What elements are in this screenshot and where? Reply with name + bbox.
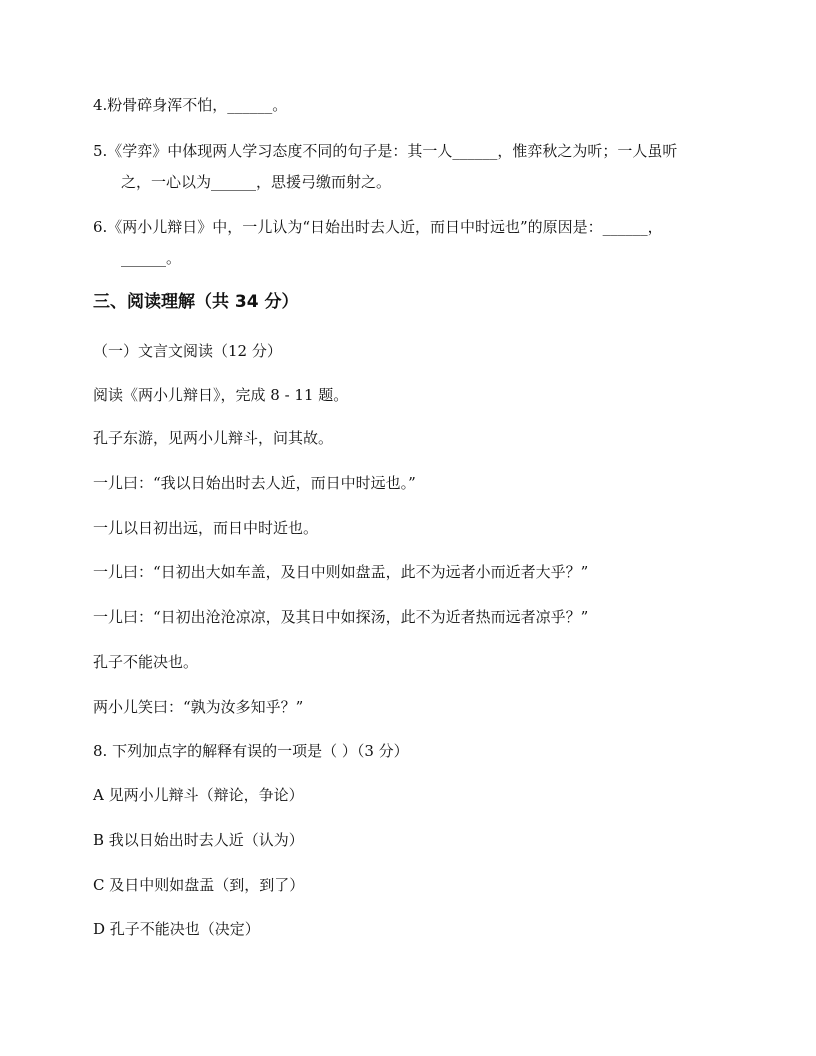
option-b: B 我以日始出时去人近（认为） (93, 831, 304, 849)
option-d: D 孔子不能决也（决定） (93, 920, 260, 938)
question-8-stem: 8. 下列加点字的解释有误的一项是（ ）（3 分） (93, 742, 409, 760)
question-4: 4.粉骨碎身浑不怕，______。 (93, 96, 288, 114)
passage-line: 一儿曰：“日初出沧沧凉凉，及其日中如探汤，此不为近者热而远者凉乎？” (93, 608, 589, 626)
passage-line: 两小儿笑曰：“孰为汝多知乎？” (93, 698, 304, 716)
option-c: C 及日中则如盘盂（到，到了） (93, 876, 305, 894)
reading-instruction: 阅读《两小儿辩日》，完成 8 - 11 题。 (93, 386, 349, 404)
question-5-line-1: 5.《学弈》中体现两人学习态度不同的句子是：其一人______，惟弈秋之为听；一人虽听 (93, 142, 678, 160)
option-a: A 见两小儿辩斗（辩论，争论） (93, 786, 304, 804)
passage-line: 孔子东游，见两小儿辩斗，问其故。 (93, 429, 334, 447)
passage-line: 一儿曰：“我以日始出时去人近，而日中时远也。” (93, 474, 416, 492)
passage-line: 一儿以日初出远，而日中时近也。 (93, 519, 319, 537)
question-6-line-2: ______。 (121, 249, 182, 267)
question-6-line-1: 6.《两小儿辩日》中，一儿认为“日始出时去人近，而日中时远也”的原因是：______， (93, 218, 663, 236)
subsection-heading: （一）文言文阅读（12 分） (93, 342, 282, 360)
passage-line: 孔子不能决也。 (93, 653, 199, 671)
question-5-line-2: 之，一心以为______，思援弓缴而射之。 (121, 173, 392, 191)
section-3-heading: 三、阅读理解（共 34 分） (93, 292, 299, 312)
passage-line: 一儿曰：“日初出大如车盖，及日中则如盘盂，此不为远者小而近者大乎？” (93, 563, 589, 581)
